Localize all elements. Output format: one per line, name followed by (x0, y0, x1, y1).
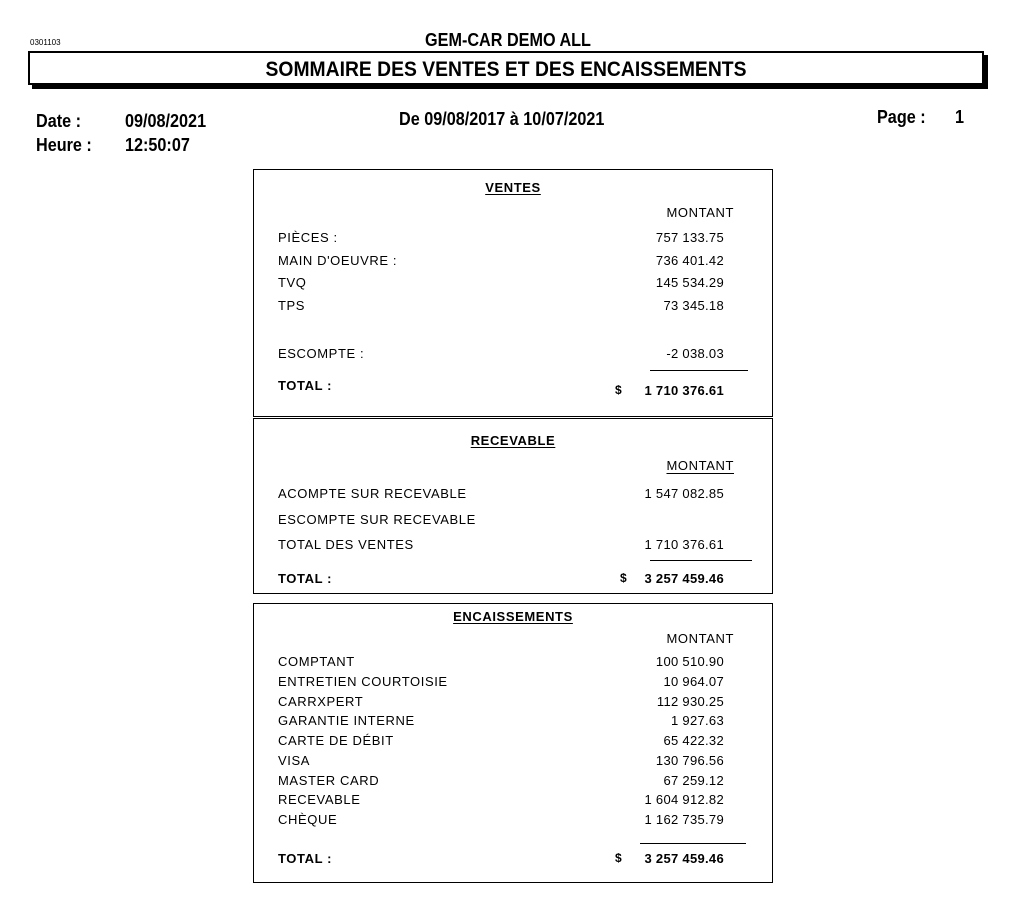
ventes-discount-amount: -2 038.03 (666, 346, 724, 361)
ventes-amount-header: MONTANT (666, 205, 734, 220)
company-name: GEM-CAR DEMO ALL (425, 30, 591, 50)
ventes-row-label: MAIN D'OEUVRE : (278, 253, 398, 268)
recevable-row-amount: 1 710 376.61 (644, 537, 724, 552)
ventes-row-amount: 736 401.42 (655, 253, 724, 268)
ventes-row-amount: 757 133.75 (655, 230, 724, 245)
encaissements-section (253, 603, 773, 883)
ventes-row-label: TVQ (278, 275, 307, 290)
recevable-title: RECEVABLE (470, 433, 556, 448)
ventes-currency: $ (615, 383, 622, 397)
report-code: 0301103 (30, 38, 61, 47)
encaissements-row-amount: 65 422.32 (663, 733, 724, 748)
encaissements-row-amount: 130 796.56 (655, 753, 724, 768)
ventes-row-amount: 145 534.29 (655, 275, 724, 290)
recevable-section (253, 418, 773, 594)
encaissements-row-label: ENTRETIEN COURTOISIE (278, 674, 448, 689)
encaissements-row-label: CARRXPERT (278, 694, 364, 709)
time-value: 12:50:07 (125, 135, 190, 155)
page-number: 1 (955, 107, 965, 127)
period-range: De 09/08/2017 à 10/07/2021 (399, 109, 605, 129)
ventes-discount-label: ESCOMPTE : (278, 346, 365, 361)
ventes-row-label: TPS (278, 298, 306, 313)
encaissements-total-label: TOTAL : (278, 851, 333, 866)
ventes-row-label: PIÈCES : (278, 230, 338, 245)
encaissements-total-amount: 3 257 459.46 (644, 851, 724, 866)
date-label: Date : (36, 111, 82, 131)
encaissements-row-label: CHÈQUE (278, 812, 338, 827)
ventes-total-amount: 1 710 376.61 (644, 383, 724, 398)
recevable-row-label: ACOMPTE SUR RECEVABLE (278, 486, 467, 501)
encaissements-row-label: RECEVABLE (278, 792, 361, 807)
encaissements-title: ENCAISSEMENTS (453, 609, 573, 624)
encaissements-row-label: GARANTIE INTERNE (278, 713, 415, 728)
ventes-total-rule (650, 370, 748, 371)
encaissements-row-label: COMPTANT (278, 654, 355, 669)
encaissements-row-amount: 112 930.25 (656, 694, 724, 709)
recevable-total-amount: 3 257 459.46 (644, 571, 724, 586)
encaissements-row-label: VISA (278, 753, 311, 768)
encaissements-row-amount: 100 510.90 (655, 654, 724, 669)
encaissements-row-label: CARTE DE DÉBIT (278, 733, 394, 748)
encaissements-row-amount: 1 162 735.79 (644, 812, 724, 827)
encaissements-total-rule (640, 843, 746, 844)
encaissements-row-amount: 10 964.07 (663, 674, 724, 689)
recevable-amount-header: MONTANT (666, 458, 734, 473)
ventes-section (253, 169, 773, 417)
recevable-total-rule (650, 560, 752, 561)
recevable-row-label: ESCOMPTE SUR RECEVABLE (278, 512, 476, 527)
recevable-currency: $ (620, 571, 627, 585)
page-label: Page : (877, 107, 926, 127)
date-value: 09/08/2021 (125, 111, 207, 131)
recevable-total-label: TOTAL : (278, 571, 333, 586)
encaissements-row-amount: 67 259.12 (663, 773, 724, 788)
ventes-title: VENTES (485, 180, 541, 195)
encaissements-currency: $ (615, 851, 622, 865)
encaissements-row-amount: 1 927.63 (670, 713, 724, 728)
recevable-row-amount: 1 547 082.85 (644, 486, 724, 501)
encaissements-row-label: MASTER CARD (278, 773, 380, 788)
report-title-banner (28, 51, 984, 85)
ventes-total-label: TOTAL : (278, 378, 333, 393)
ventes-row-amount: 73 345.18 (663, 298, 724, 313)
encaissements-row-amount: 1 604 912.82 (644, 792, 724, 807)
encaissements-amount-header: MONTANT (666, 631, 734, 646)
report-title: SOMMAIRE DES VENTES ET DES ENCAISSEMENTS (265, 58, 747, 81)
time-label: Heure : (36, 135, 92, 155)
recevable-row-label: TOTAL DES VENTES (278, 537, 414, 552)
